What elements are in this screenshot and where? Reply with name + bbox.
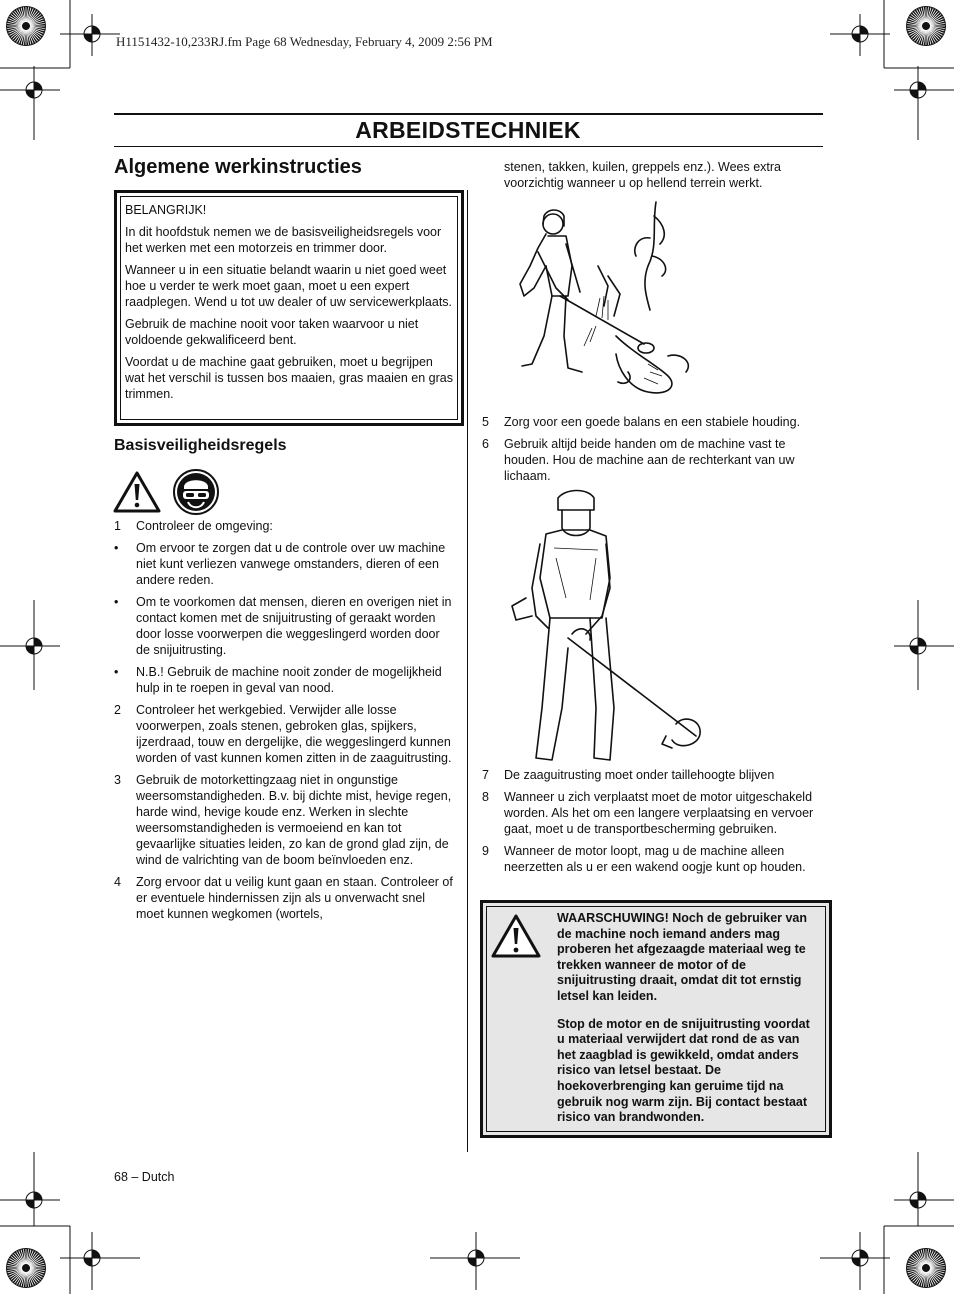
list-marker: 9 <box>482 844 489 858</box>
list-text: Om te voorkomen dat mensen, dieren en overigen niet in contact komen met de snijuitrusting of geraakt worden door losse voorwerpen die weggeslingerd worden door de snijuitrusting. <box>136 595 452 657</box>
notice-paragraph: In dit hoofdstuk nemen we de basisveiligheidsregels voor het werken met een motorzeis en trimmer door. <box>125 225 442 255</box>
list-marker: 7 <box>482 768 489 782</box>
list-text: Om ervoor te zorgen dat u de controle over uw machine niet kunt verliezen vanwege omstanders, dieren of een andere reden. <box>136 541 446 587</box>
trimmer-posture-illustration <box>506 488 726 763</box>
starburst-mark <box>6 6 46 46</box>
notice-paragraph: Wanneer u in een situatie belandt waarin u niet goed weet hoe u verder te werk moet gaan, moet u een expert raadplegen. Wend u tot uw dealer of uw servicewerkplaats. <box>125 263 453 309</box>
list-marker: • <box>114 541 119 555</box>
list-text: Zorg voor een goede balans en een stabiele houding. <box>504 415 801 429</box>
list-item <box>114 518 454 534</box>
column-divider <box>467 190 468 1152</box>
notice-text <box>125 202 453 408</box>
warning-paragraph-1: WAARSCHUWING! Noch de gebruiker van de machine noch iemand anders mag proberen het afgezaagde materiaal weg te trekken wanneer de motor of de snijuitrusting draait, omdat dit tot ernstig letsel kan leiden. <box>557 911 808 1003</box>
list-item <box>114 702 454 766</box>
list-marker: • <box>114 595 119 609</box>
safety-rules-list <box>114 518 454 928</box>
subheading: Basisveiligheidsregels <box>114 437 287 454</box>
right-column-continuation: stenen, takken, kuilen, greppels enz.). Wees extra voorzichtig wanneer u op hellend terrein werkt. <box>504 160 782 190</box>
list-item <box>114 540 454 588</box>
list-marker: 6 <box>482 437 489 451</box>
brushcutter-operator-illustration <box>508 196 708 406</box>
list-marker: 4 <box>114 875 121 889</box>
starburst-mark <box>6 1248 46 1288</box>
file-header: H1151432-10,233RJ.fm Page 68 Wednesday, February 4, 2009 2:56 PM <box>116 34 493 49</box>
warning-text <box>557 911 819 1138</box>
warning-triangle-icon <box>113 470 161 514</box>
list-item <box>114 772 454 868</box>
list-marker: 5 <box>482 415 489 429</box>
notice-paragraph: BELANGRIJK! <box>125 203 207 217</box>
list-marker: • <box>114 665 119 679</box>
list-item <box>482 414 824 430</box>
page-heading: Algemene werkinstructies <box>114 156 362 178</box>
operation-rules-list <box>482 767 824 881</box>
section-title: ARBEIDSTECHNIEK <box>355 117 581 143</box>
page-footer: 68 – Dutch <box>114 1170 175 1184</box>
important-notice-box <box>114 190 464 426</box>
face-protection-icon <box>173 469 219 515</box>
list-text: Wanneer de motor loopt, mag u de machine alleen neerzetten als u er een wakend oogje kunt op houden. <box>504 844 806 874</box>
list-marker: 2 <box>114 703 121 717</box>
warning-paragraph-2: Stop de motor en de snijuitrusting voordat u materiaal verwijdert dat rond de as van het zaagblad is gewikkeld, omdat anders risico van letsel bestaat. De hoekoverbrenging kan geruime tijd na gebruik nog warm zijn. Bij contact bestaat risico van brandwonden. <box>557 1016 810 1125</box>
list-text: Gebruik de motorkettingzaag niet in ongunstige weersomstandigheden. B.v. bij dichte mist, hevige regen, harde wind, hevige koude enz. Werken in slechte weersomstandigheden is vermoeiend en kan tot gevaarlijke situaties leiden, zo kan de grond glad zijn, de wind de valrichting van de boom beïnvloeden enz. <box>136 773 452 867</box>
list-text: Controleer het werkgebied. Verwijder alle losse voorwerpen, zoals stenen, gebroken glas, spijkers, ijzerdraad, touw en dergelijke, die weggeslingerd kunnen worden of vast kunnen komen zitten in de zaaguitrusting. <box>136 703 452 765</box>
warning-box <box>480 900 832 1138</box>
list-text: De zaaguitrusting moet onder taillehoogte blijven <box>504 768 775 782</box>
section-rule-bottom <box>114 146 823 147</box>
list-item <box>482 789 824 837</box>
list-marker: 1 <box>114 519 121 533</box>
notice-paragraph: Voordat u de machine gaat gebruiken, moet u begrijpen wat het verschil is tussen bos maaien, gras maaien en gras trimmen. <box>125 355 453 401</box>
list-item <box>482 843 824 875</box>
list-text: N.B.! Gebruik de machine nooit zonder de mogelijkheid hulp in te roepen in geval van nood. <box>136 665 442 695</box>
list-item <box>114 664 454 696</box>
list-marker: 3 <box>114 773 121 787</box>
section-rule-top <box>114 113 823 115</box>
list-text: Wanneer u zich verplaatst moet de motor uitgeschakeld worden. Als het om een langere verplaatsing en vervoer gaat, moet u de transportbescherming gebruiken. <box>504 790 814 836</box>
list-item <box>482 767 824 783</box>
list-marker: 8 <box>482 790 489 804</box>
list-text: Gebruik altijd beide handen om de machine vast te houden. Hou de machine aan de rechterkant van uw lichaam. <box>504 437 795 483</box>
list-item <box>114 594 454 658</box>
warning-triangle-icon <box>491 913 541 959</box>
list-item <box>482 436 824 484</box>
starburst-mark <box>906 6 946 46</box>
list-item <box>114 874 454 922</box>
list-text: Controleer de omgeving: <box>136 519 273 533</box>
list-text: Zorg ervoor dat u veilig kunt gaan en staan. Controleer of er eventuele hindernissen zijn als u onverwacht snel moet kunnen wegkomen (wortels, <box>136 875 453 921</box>
balance-rules-list <box>482 414 824 490</box>
notice-paragraph: Gebruik de machine nooit voor taken waarvoor u niet voldoende gekwalificeerd bent. <box>125 317 419 347</box>
starburst-mark <box>906 1248 946 1288</box>
